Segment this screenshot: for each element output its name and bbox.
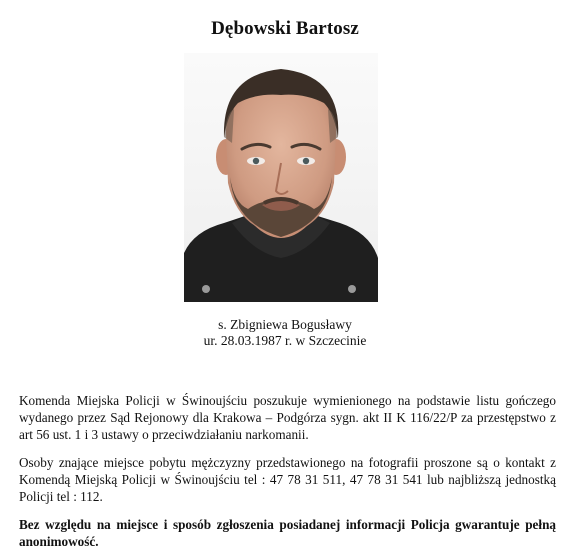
- wanted-notice-paragraph: Komenda Miejska Policji w Świnoujściu poszukuje wymienionego na podstawie listu gończego wydanego przez Sąd Rejonowy dla Krakowa – Podgórza sygn. akt II K 116/22/P za przestępstwo z art 56 ust. 1 i 3 ustawy o przeciwdziałaniu narkomanii.: [19, 393, 556, 442]
- parents-line: s. Zbigniewa Bogusławy: [218, 317, 352, 332]
- birth-line: ur. 28.03.1987 r. w Szczecinie: [203, 333, 367, 348]
- anonymity-paragraph: Bez względu na miejsce i sposób zgłoszenia posiadanej informacji Policja gwarantuje pełną anonimowość.: [19, 517, 556, 549]
- person-details: [0, 317, 570, 349]
- portrait-illustration: [184, 53, 378, 302]
- contact-paragraph: Osoby znające miejsce pobytu mężczyzny przedstawionego na fotografii proszone są o kontakt z Komendą Miejską Policji w Świnoujściu tel : 47 78 31 511, 47 78 31 541 lub najbliższą jednostką Policji tel : 112.: [19, 455, 556, 504]
- page-title: Dębowski Bartosz: [211, 18, 359, 39]
- portrait-photo: [184, 53, 378, 302]
